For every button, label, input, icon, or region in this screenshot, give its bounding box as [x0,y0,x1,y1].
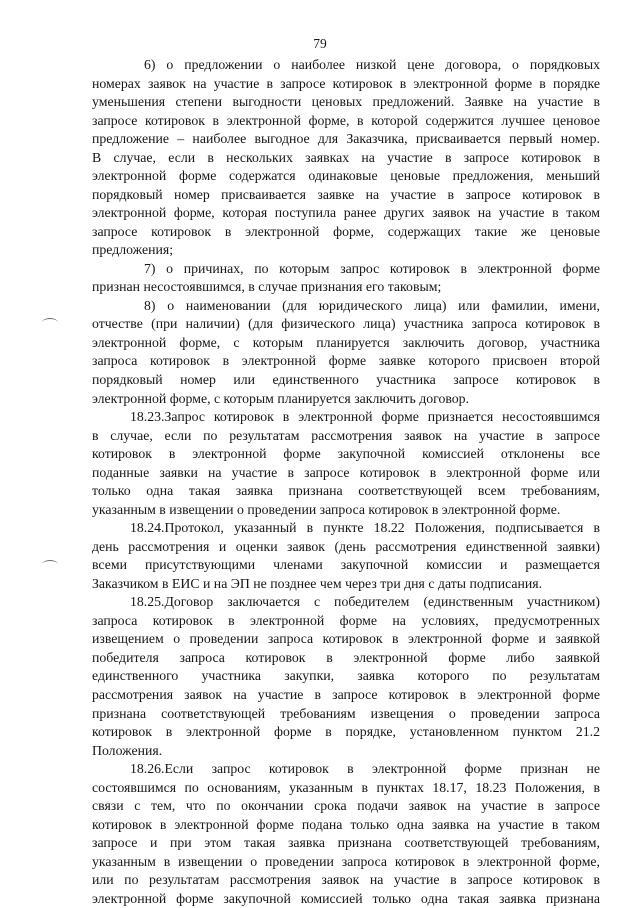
text-line: электронной форме закупочной комиссией только одна такая заявка признана [92,890,600,906]
text-line: состоявшимся по основаниям, указанным в пунктах 18.17, 18.23 Положения, в [92,779,600,795]
punch-hole-mark-bottom [42,560,58,569]
text-line: запросе котировок в электронной форме, содержащих такие же ценовые [92,223,600,239]
text-line: электронной форме, с которым планируется заключить договор, участника [92,334,600,350]
text-line: 18.23.Запрос котировок в электронной форме признается несостоявшимся [130,409,600,425]
text-line: или по результатам рассмотрения заявок на участие в запросе котировок в [92,872,600,888]
text-line: запроса котировок в электронной форме заявке которого присвоен второй [92,353,600,369]
text-line: связи с тем, что по окончании срока подачи заявок на участие в запросе [92,798,600,814]
text-line: В случае, если в нескольких заявках на участие в запросе котировок в [92,149,600,165]
text-line: котировок в электронной форме подана только одна заявка на участие в таком [92,816,600,832]
text-line: котировок в электронной форме закупочной комиссией отклонены все [92,446,600,462]
text-line: котировок в электронной форме в порядке, установленном пунктом 21.2 [92,724,600,740]
punch-hole-mark-top [42,318,58,327]
text-line: Заказчиком в ЕИС и на ЭП не позднее чем через три дня с даты подписания. [92,575,543,591]
text-line: порядковый номер присваивается заявке на участие в запросе котировок в [92,186,600,202]
text-line: 8) о наименовании (для юридического лица) или фамилии, имени, [144,297,600,313]
text-line: только одна такая заявка признана соответствующей всем требованиям, [92,483,600,499]
text-line: электронной форме, которая поступила ранее других заявок на участие в таком [92,205,600,221]
text-line: извещением о проведении запроса котировок в электронной форме и заявкой [92,631,600,647]
text-line: победителя запроса котировок в электронной форме либо заявкой [92,649,600,665]
text-line: единственного участника закупки, заявка которого по результатам [92,668,600,684]
text-line: указанным в извещении о проведении запроса котировок в электронной форме, [92,853,600,869]
text-line: 18.24.Протокол, указанный в пункте 18.22 Положения, подписывается в [130,520,600,536]
text-line: запроса котировок в электронной форме на условиях, предусмотренных [92,612,600,628]
text-line: поданные заявки на участие в запросе котировок в электронной форме или [92,464,600,480]
text-line: запросе котировок в электронной форме, в которой содержится лучшее ценовое [92,112,600,128]
text-line: номерах заявок на участие в запросе котировок в электронной форме в порядке [92,75,600,91]
text-line: всеми присутствующими членами закупочной комиссии и размещается [92,557,600,573]
text-line: Положения. [92,742,163,758]
text-line: отчестве (при наличии) (для физического лица) участника запроса котировок в [92,316,600,332]
text-line: 18.25.Договор заключается с победителем (единственным участником) [130,594,600,610]
text-line: 7) о причинах, по которым запрос котировок в электронной форме [144,260,600,276]
text-line: электронной форме, с которым планируется заключить договор. [92,390,470,406]
text-line: указанным в извещении о проведении запроса котировок в электронной форме. [92,501,561,517]
page-number: 79 [313,36,327,51]
text-line: порядковый номер или единственного участника запросе котировок в [92,372,600,387]
text-line: признана соответствующей требованиям извещения о проведении запроса [92,705,600,721]
text-line: признан несостоявшимся, в случае признания его таковым; [92,279,442,295]
text-line: запросе и при этом такая заявка признана соответствующей требованиям, [92,835,600,851]
text-line: в случае, если по результатам рассмотрения заявок на участие в запросе [92,427,600,443]
text-line: электронной форме содержатся одинаковые ценовые предложения, меньший [92,168,600,184]
text-line: предложение – наиболее выгодное для Заказчика, присваивается первый номер. [92,131,600,147]
text-line: день рассмотрения и оценки заявок (день рассмотрения единственной заявки) [92,538,600,554]
text-line: уменьшения степени выгодности ценовых предложений. Заявке на участие в [92,94,600,110]
text-line: предложения; [92,242,174,258]
text-line: 18.26.Если запрос котировок в электронной форме признан не [130,761,600,777]
text-line: рассмотрения заявок на участие в запросе котировок в электронной форме [92,687,600,703]
text-line: 6) о предложении о наиболее низкой цене договора, о порядковых [144,57,600,72]
